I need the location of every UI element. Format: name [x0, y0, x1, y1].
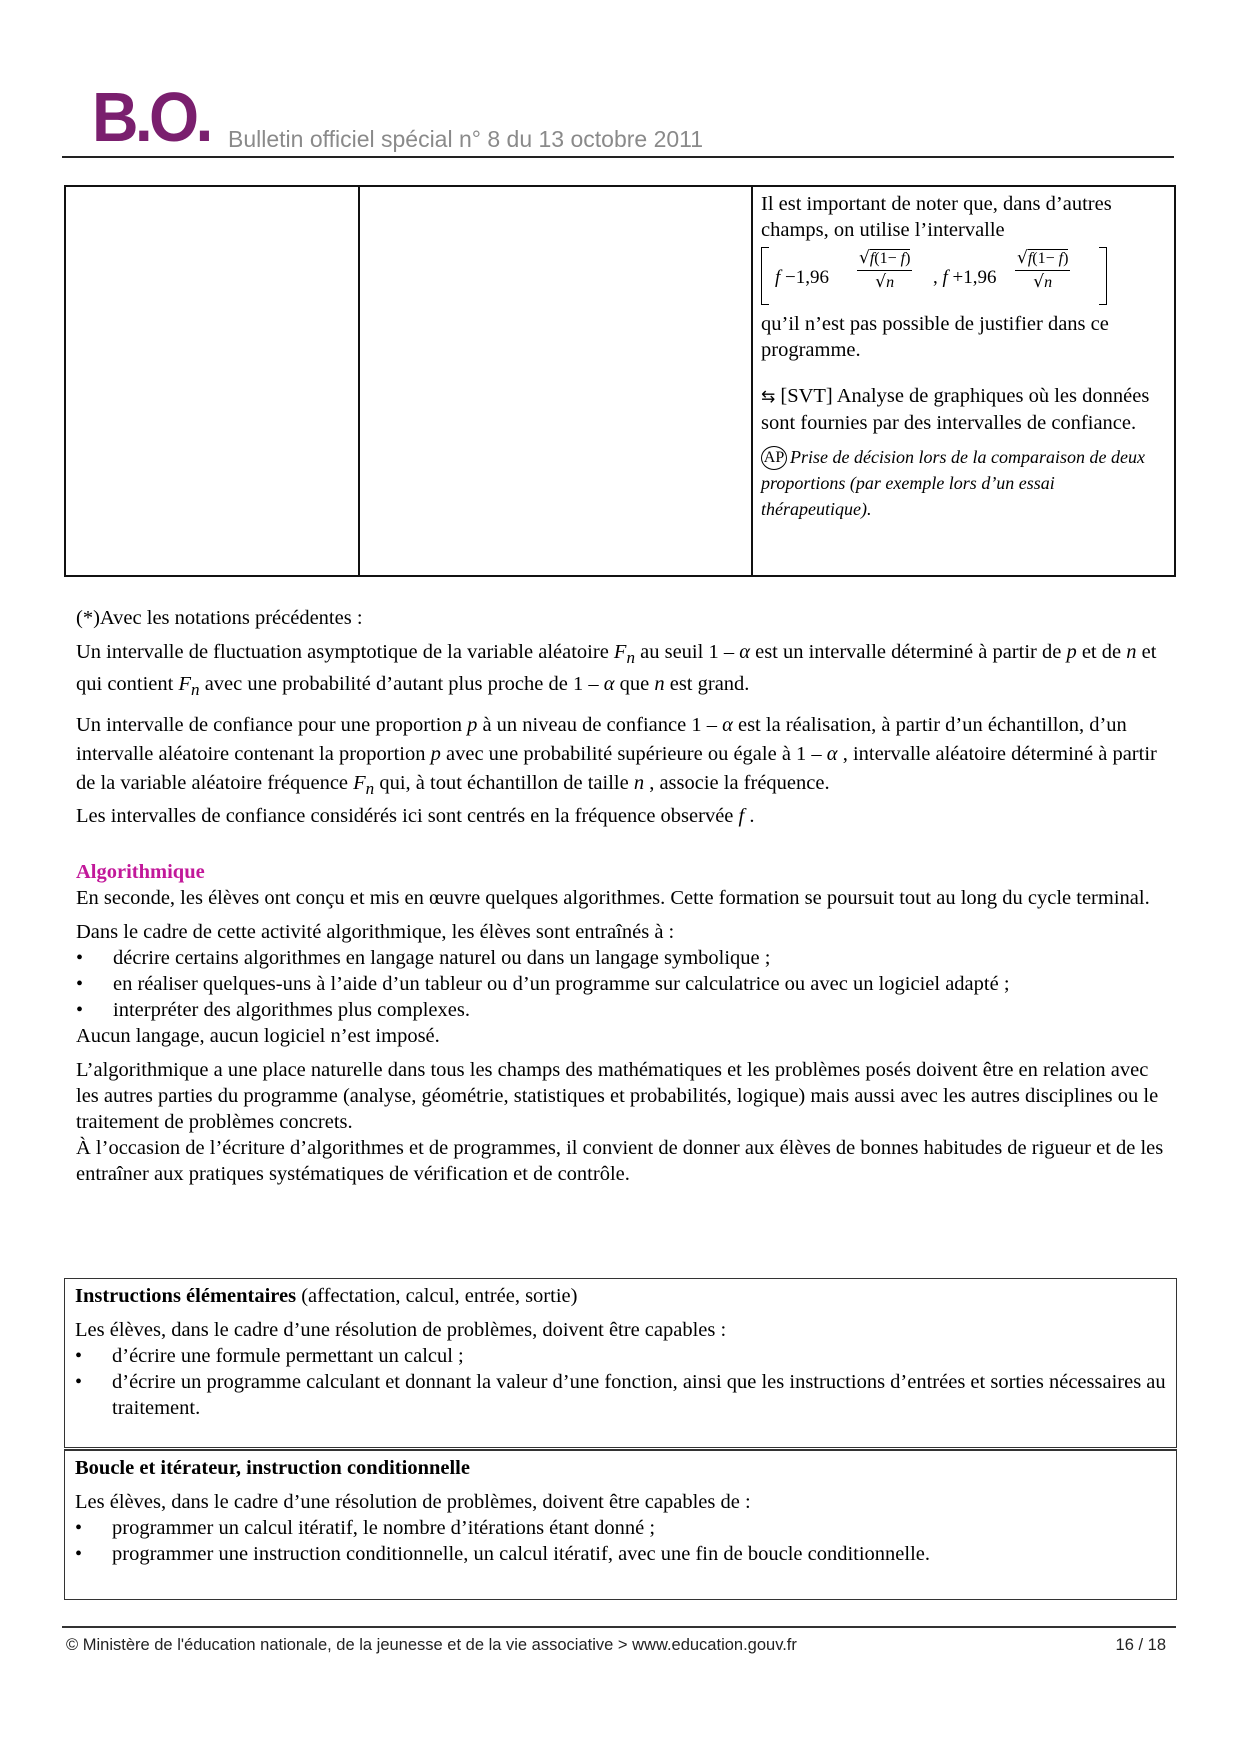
- header-divider: [62, 156, 1174, 158]
- left-bracket: [761, 247, 769, 305]
- ap-text: Prise de décision lors de la comparaison de deux proportions (par exemple lors d’un essai thérapeutique).: [761, 447, 1145, 519]
- bulletin-title: Bulletin officiel spécial n° 8 du 13 octobre 2011: [228, 126, 704, 152]
- algo-rigor: À l’occasion de l’écriture d’algorithmes et de programmes, il convient de donner aux élèves de bonnes habitudes de rigueur et de les entraîner aux pratiques systématiques de vérification et de contrôle.: [76, 1137, 1164, 1186]
- list-item: • en réaliser quelques-uns à l’aide d’un tableur ou d’un programme sur calculatrice ou avec un logiciel adapté ;: [76, 971, 1176, 997]
- formula-fraction-right: $\frac{√f(1- f)}{√n}$: [1017, 248, 1069, 292]
- page-footer: [66, 1636, 1166, 1655]
- right-bracket: [1099, 247, 1107, 305]
- notes-confidence-definition: Un intervalle de confiance pour une proportion p à un niveau de confiance 1 – α est la réalisation, à partir d’un échantillon, d’un intervalle aléatoire contenant la proportion p avec une probabilité supérieure ou égale à 1 – α , intervalle aléatoire déterminé à partir de la variable aléatoire fréquence $F_n$ qui, à tout échantillon de taille n , associe la fréquence.: [76, 714, 1157, 799]
- confidence-interval-formula: [761, 245, 1166, 309]
- notes-centered-intervals: Les intervalles de confiance considérés ici sont centrés en la fréquence observée f .: [76, 805, 755, 828]
- box-list: [75, 1515, 1166, 1567]
- boucle-iterateur-box: [64, 1449, 1177, 1600]
- formula-fraction-left: $\frac{√f(1- f)}{√n}$: [859, 248, 911, 292]
- box-intro: Les élèves, dans le cadre d’une résolution de problèmes, doivent être capables de :: [75, 1491, 751, 1513]
- table-cell-contents: [66, 187, 360, 575]
- list-item: • d’écrire un programme calculant et donnant la valeur d’une fonction, ainsi que les instructions d’entrées et sorties nécessaires au traitement.: [75, 1369, 1166, 1421]
- footer-divider: [62, 1626, 1176, 1628]
- main-body: [76, 605, 1176, 1195]
- comment-after-formula: qu’il n’est pas possible de justifier dans ce programme.: [761, 313, 1109, 361]
- table-cell-capacities: [360, 187, 753, 575]
- algo-place: L’algorithmique a une place naturelle dans tous les champs des mathématiques et les problèmes posés doivent être en relation avec les autres parties du programme (analyse, géométrie, statistiques et probabilités, logique) mais aussi avec les autres disciplines ou le traitement de problèmes concrets.: [76, 1059, 1159, 1134]
- footer-copyright: © Ministère de l'éducation nationale, de la jeunesse et de la vie associative > www.education.gouv.fr: [66, 1636, 797, 1654]
- notes-fluctuation-definition: Un intervalle de fluctuation asymptotique de la variable aléatoire $F_n$ au seuil 1 – α est un intervalle déterminé à partir de p et de n et qui contient $F_n$ avec une probabilité d’autant plus proche de 1 – α que n est grand.: [76, 641, 1157, 700]
- list-item: • programmer un calcul itératif, le nombre d’itérations étant donné ;: [75, 1515, 1166, 1541]
- box-intro: Les élèves, dans le cadre d’une résolution de problèmes, doivent être capables :: [75, 1319, 727, 1341]
- list-item: • décrire certains algorithmes en langage naturel ou dans un langage symbolique ;: [76, 945, 1176, 971]
- page-number: 16 / 18: [1115, 1636, 1166, 1654]
- program-table: [64, 185, 1176, 577]
- algo-intro: En seconde, les élèves ont conçu et mis en œuvre quelques algorithmes. Cette formation se poursuit tout au long du cycle terminal.: [76, 887, 1150, 910]
- bo-logo: B.O.: [92, 78, 210, 156]
- ap-badge-icon: AP: [761, 446, 787, 470]
- list-item: • interpréter des algorithmes plus complexes.: [76, 997, 1176, 1023]
- box-list: [75, 1343, 1166, 1421]
- section-title-algorithmique: Algorithmique: [76, 861, 205, 884]
- notes-heading: (*)Avec les notations précédentes :: [76, 607, 363, 629]
- list-item: • d’écrire une formule permettant un calcul ;: [75, 1343, 1166, 1369]
- table-cell-comments: [753, 187, 1174, 575]
- algo-activities-list: [76, 945, 1176, 1023]
- algo-no-language: Aucun langage, aucun logiciel n’est imposé.: [76, 1025, 440, 1048]
- formula-left-term: f −1,96: [775, 267, 829, 288]
- comment-intro: Il est important de noter que, dans d’autres champs, on utilise l’intervalle: [761, 193, 1112, 241]
- link-arrows-icon: ⇆: [761, 387, 776, 407]
- ap-note: [761, 444, 1166, 522]
- instructions-elementaires-box: [64, 1278, 1177, 1448]
- list-item: • programmer une instruction conditionnelle, un calcul itératif, avec une fin de boucle conditionnelle.: [75, 1541, 1166, 1567]
- page-header: [92, 78, 1172, 160]
- box-title: Instructions élémentaires (affectation, calcul, entrée, sortie): [75, 1285, 578, 1307]
- algo-activities-lead: Dans le cadre de cette activité algorithmique, les élèves sont entraînés à :: [76, 921, 675, 944]
- svt-crossref: [761, 383, 1166, 436]
- formula-separator: , f +1,96: [933, 267, 997, 288]
- svt-text: [SVT] Analyse de graphiques où les données sont fournies par des intervalles de confiance.: [761, 385, 1150, 434]
- box-title: Boucle et itérateur, instruction conditionnelle: [75, 1457, 470, 1479]
